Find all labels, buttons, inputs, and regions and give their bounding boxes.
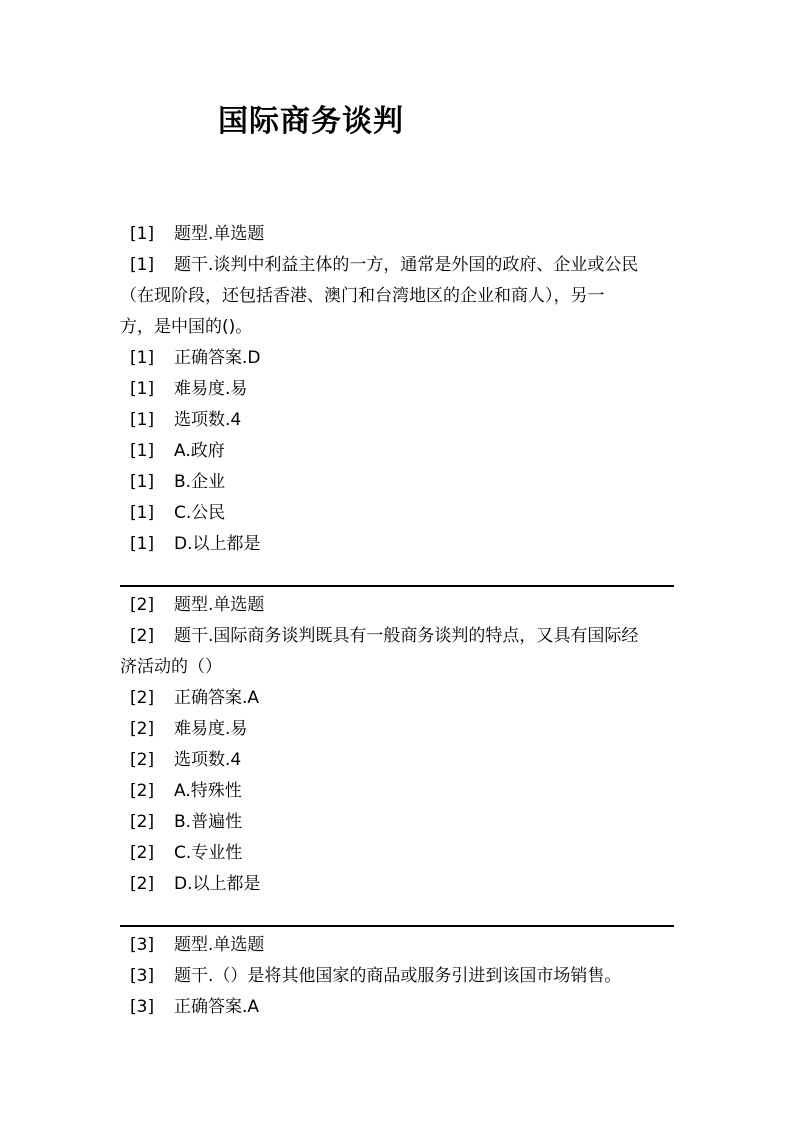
question-tag: [3]: [130, 997, 155, 1017]
option-c: C.专业性: [174, 843, 243, 863]
question-tag: [3]: [130, 966, 155, 986]
option-d: D.以上都是: [174, 874, 261, 894]
option-line: [130, 472, 225, 492]
difficulty: 难易度.易: [174, 379, 248, 399]
question-type: 题型.单选题: [174, 595, 265, 615]
question-tag: [1]: [130, 534, 155, 554]
correct-answer: 正确答案.A: [174, 688, 260, 708]
question-tag: [1]: [130, 348, 155, 368]
option-c: C.公民: [174, 503, 226, 523]
question-stem-continuation: （在现阶段，还包括香港、澳门和台湾地区的企业和商人），另一: [120, 286, 605, 306]
answer-line: [130, 997, 259, 1017]
question-tag: [2]: [130, 874, 155, 894]
answer-line: [130, 688, 259, 708]
question-stem-line: [130, 626, 638, 646]
option-line: [130, 503, 225, 523]
option-count-line: [130, 750, 241, 770]
question-tag: [1]: [130, 255, 155, 275]
option-count-line: [130, 410, 241, 430]
question-stem-continuation: 方，是中国的()。: [120, 317, 253, 337]
question-tag: [2]: [130, 812, 155, 832]
difficulty-line: [130, 719, 247, 739]
question-tag: [2]: [130, 843, 155, 863]
question-tag: [1]: [130, 441, 155, 461]
option-count: 选项数.4: [174, 410, 242, 430]
question-tag: [2]: [130, 688, 155, 708]
option-line: [130, 534, 261, 554]
question-stem: 题干.谈判中利益主体的一方，通常是外国的政府、企业或公民: [174, 255, 639, 275]
question-stem-line: [130, 255, 638, 275]
option-a: A.特殊性: [174, 781, 242, 801]
question-tag: [1]: [130, 410, 155, 430]
question-divider: [120, 585, 674, 587]
option-b: B.企业: [174, 472, 226, 492]
page-title: 国际商务谈判: [218, 104, 404, 139]
question-stem: 题干.（）是将其他国家的商品或服务引进到该国市场销售。: [174, 966, 622, 986]
question-tag: [3]: [130, 935, 155, 955]
option-line: [130, 781, 242, 801]
question-type-line: [130, 595, 264, 615]
question-tag: [2]: [130, 781, 155, 801]
question-type-line: [130, 224, 264, 244]
question-stem-continuation: 济活动的（）: [120, 657, 222, 677]
correct-answer: 正确答案.A: [174, 997, 260, 1017]
question-type-line: [130, 935, 264, 955]
option-a: A.政府: [174, 441, 225, 461]
question-type: 题型.单选题: [174, 224, 265, 244]
question-tag: [2]: [130, 719, 155, 739]
question-tag: [2]: [130, 595, 155, 615]
option-line: [130, 843, 242, 863]
correct-answer: 正确答案.D: [174, 348, 261, 368]
question-stem-line: [130, 966, 621, 986]
question-tag: [2]: [130, 750, 155, 770]
option-line: [130, 874, 261, 894]
option-b: B.普遍性: [174, 812, 243, 832]
question-type: 题型.单选题: [174, 935, 265, 955]
question-tag: [1]: [130, 472, 155, 492]
option-line: [130, 441, 225, 461]
question-tag: [1]: [130, 379, 155, 399]
question-stem: 题干.国际商务谈判既具有一般商务谈判的特点，又具有国际经: [174, 626, 639, 646]
difficulty-line: [130, 379, 247, 399]
question-tag: [1]: [130, 503, 155, 523]
question-divider: [120, 925, 674, 927]
option-line: [130, 812, 242, 832]
question-tag: [2]: [130, 626, 155, 646]
question-tag: [1]: [130, 224, 155, 244]
difficulty: 难易度.易: [174, 719, 248, 739]
answer-line: [130, 348, 261, 368]
option-count: 选项数.4: [174, 750, 242, 770]
option-d: D.以上都是: [174, 534, 261, 554]
